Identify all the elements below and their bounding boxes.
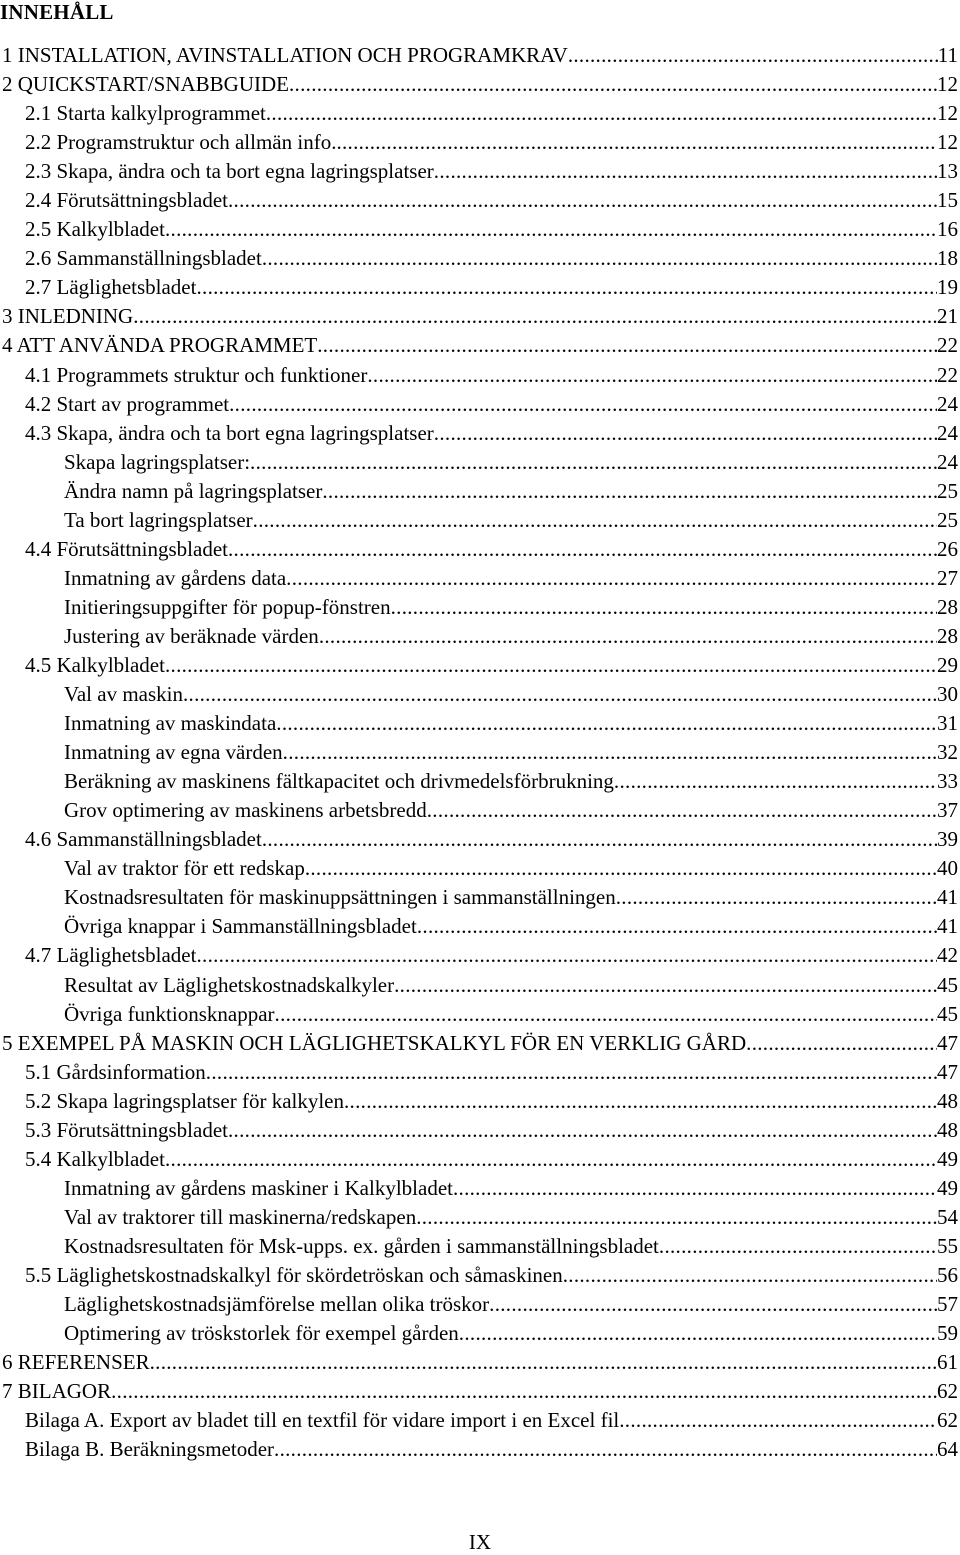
toc-dot-leader	[165, 1145, 937, 1174]
toc-dot-leader	[165, 215, 937, 244]
toc-entry-title: 5 EXEMPEL PÅ MASKIN OCH LÄGLIGHETSKALKYL FÖR EN VERKLIG GÅRD	[2, 1030, 747, 1055]
toc-entry[interactable]	[0, 971, 960, 1000]
toc-entry[interactable]	[0, 535, 960, 564]
toc-entry[interactable]	[0, 244, 960, 273]
toc-entry-title: Ändra namn på lagringsplatser	[64, 478, 323, 503]
toc-entry-page: 15	[937, 188, 958, 213]
toc-entry[interactable]	[0, 331, 960, 360]
toc-entry[interactable]	[0, 1377, 960, 1406]
toc-entry-page: 61	[937, 1350, 958, 1375]
toc-dot-leader	[196, 273, 937, 302]
toc-entry[interactable]	[0, 419, 960, 448]
toc-entry-page: 26	[937, 536, 958, 561]
toc-entry-title: Grov optimering av maskinens arbetsbredd	[64, 798, 427, 823]
toc-entry-page: 62	[937, 1379, 958, 1404]
toc-dot-leader	[276, 709, 937, 738]
toc-entry-page: 12	[937, 72, 958, 97]
toc-entry[interactable]	[0, 1290, 960, 1319]
toc-entry-page: 22	[937, 333, 958, 358]
toc-entry-page: 21	[937, 304, 958, 329]
toc-entry[interactable]	[0, 273, 960, 302]
toc-entry-title: 2.6 Sammanställningsbladet	[25, 246, 262, 271]
toc-entry-title: 2.2 Programstruktur och allmän info.	[25, 130, 337, 155]
toc-entry-page: 12	[937, 101, 958, 126]
toc-entry-page: 16	[937, 217, 958, 242]
toc-entry[interactable]	[0, 854, 960, 883]
toc-entry-page: 48	[937, 1088, 958, 1113]
toc-entry[interactable]	[0, 1087, 960, 1116]
toc-entry[interactable]	[0, 796, 960, 825]
toc-entry-page: 24	[937, 391, 958, 416]
toc-entry-page: 41	[937, 914, 958, 939]
toc-entry-title: 4.3 Skapa, ändra och ta bort egna lagringsplatser	[25, 420, 434, 445]
toc-dot-leader	[394, 971, 937, 1000]
toc-entry[interactable]	[0, 651, 960, 680]
toc-dot-leader	[489, 1290, 937, 1319]
toc-entry-title: Resultat av Läglighetskostnadskalkyler	[64, 972, 395, 997]
toc-entry-title: 3 INLEDNING	[2, 304, 134, 329]
toc-dot-leader	[434, 157, 937, 186]
toc-entry[interactable]	[0, 1319, 960, 1348]
toc-entry[interactable]	[0, 1029, 960, 1058]
toc-dot-leader	[319, 622, 937, 651]
toc-entry[interactable]	[0, 157, 960, 186]
toc-entry[interactable]	[0, 1406, 960, 1435]
toc-dot-leader	[453, 1174, 937, 1203]
toc-dot-leader	[619, 1406, 937, 1435]
toc-entry-title: 4.7 Läglighetsbladet	[25, 943, 197, 968]
toc-entry-title: 5.4 Kalkylbladet	[25, 1146, 165, 1171]
toc-entry-title: 4.6 Sammanställningsbladet	[25, 827, 262, 852]
toc-entry-title: Initieringsuppgifter för popup-fönstren	[64, 594, 391, 619]
toc-entry-page: 33	[937, 769, 958, 794]
toc-dot-leader	[266, 99, 937, 128]
toc-dot-leader	[262, 825, 937, 854]
toc-dot-leader	[274, 1435, 937, 1464]
toc-entry[interactable]	[0, 448, 960, 477]
toc-entry[interactable]	[0, 302, 960, 331]
toc-dot-leader	[275, 1000, 937, 1029]
toc-entry[interactable]	[0, 1145, 960, 1174]
toc-entry-title: Inmatning av gårdens maskiner i Kalkylbladet	[64, 1175, 453, 1200]
toc-dot-leader	[459, 1319, 937, 1348]
toc-entry-page: 22	[937, 362, 958, 387]
toc-entry-page: 12	[937, 130, 958, 155]
toc-entry-page: 32	[937, 740, 958, 765]
toc-entry-title: Kostnadsresultaten för maskinuppsättningen i sammanställningen	[64, 885, 616, 910]
toc-entry-title: Justering av beräknade värden	[64, 623, 319, 648]
toc-entry[interactable]	[0, 941, 960, 970]
toc-entry-page: 45	[937, 1001, 958, 1026]
toc-dot-leader	[305, 854, 937, 883]
toc-entry-page: 40	[937, 856, 958, 881]
toc-entry-page: 13	[937, 159, 958, 184]
toc-entry[interactable]	[0, 622, 960, 651]
toc-entry-title: 4.4 Förutsättningsbladet	[25, 536, 228, 561]
toc-entry-page: 42	[937, 943, 958, 968]
toc-entry-page: 24	[937, 449, 958, 474]
toc-dot-leader	[228, 186, 937, 215]
toc-entry-title: Inmatning av maskindata	[64, 711, 277, 736]
toc-dot-leader	[289, 70, 937, 99]
toc-entry-title: Inmatning av egna värden	[64, 740, 283, 765]
toc-entry-title: 4.2 Start av programmet	[25, 391, 230, 416]
toc-entry-title: 2.7 Läglighetsbladet	[25, 275, 197, 300]
toc-entry[interactable]	[0, 477, 960, 506]
toc-entry-page: 30	[937, 682, 958, 707]
toc-entry-page: 29	[937, 652, 958, 677]
toc-entry-title: Bilaga B. Beräkningsmetoder	[25, 1437, 275, 1462]
page-title: INNEHÅLL	[0, 0, 114, 24]
toc-entry-page: 27	[937, 565, 958, 590]
toc-entry-title: 2 QUICKSTART/SNABBGUIDE	[2, 72, 289, 97]
toc-entry[interactable]	[0, 1058, 960, 1087]
toc-entry[interactable]	[0, 1174, 960, 1203]
toc-entry-title: Beräkning av maskinens fältkapacitet och drivmedelsförbrukning	[64, 769, 614, 794]
toc-entry[interactable]	[0, 41, 960, 70]
toc-entry[interactable]	[0, 912, 960, 941]
toc-dot-leader	[568, 41, 938, 70]
toc-dot-leader	[616, 883, 937, 912]
toc-entry-page: 64	[937, 1437, 958, 1462]
toc-entry-title: Läglighetskostnadsjämförelse mellan olika tröskor	[64, 1292, 490, 1317]
toc-entry[interactable]	[0, 506, 960, 535]
toc-entry-title: 5.3 Förutsättningsbladet	[25, 1117, 228, 1142]
toc-entry-page: 56	[937, 1262, 958, 1287]
toc-dot-leader	[659, 1232, 937, 1261]
toc-entry[interactable]	[0, 361, 960, 390]
toc-entry-title: 7 BILAGOR	[2, 1379, 112, 1404]
toc-dot-leader	[111, 1377, 937, 1406]
toc-dot-leader	[746, 1029, 937, 1058]
toc-entry-title: 5.1 Gårdsinformation	[25, 1059, 206, 1084]
toc-dot-leader	[416, 1203, 937, 1232]
page-number: IX	[468, 1530, 492, 1554]
toc-entry-title: Optimering av tröskstorlek för exempel gården	[64, 1321, 459, 1346]
toc-entry[interactable]	[0, 390, 960, 419]
toc-entry-title: 5.5 Läglighetskostnadskalkyl för skördetröskan och såmaskinen	[25, 1262, 563, 1287]
toc-entry-title: 1 INSTALLATION, AVINSTALLATION OCH PROGRAMKRAV	[2, 43, 568, 67]
toc-entry-title: 5.2 Skapa lagringsplatser för kalkylen	[25, 1088, 344, 1113]
toc-entry-title: 4 ATT ANVÄNDA PROGRAMMET	[2, 333, 318, 358]
toc-entry-page: 28	[937, 594, 958, 619]
toc-entry[interactable]	[0, 70, 960, 99]
toc-entry-page: 55	[937, 1233, 958, 1258]
toc-entry[interactable]	[0, 680, 960, 709]
toc-dot-leader	[250, 448, 937, 477]
toc-entry-page: 28	[937, 623, 958, 648]
toc-entry[interactable]	[0, 738, 960, 767]
table-of-contents	[0, 41, 960, 1464]
toc-entry-page: 48	[937, 1117, 958, 1142]
toc-entry[interactable]	[0, 128, 960, 157]
toc-entry-title: 2.1 Starta kalkylprogrammet	[25, 101, 266, 126]
toc-dot-leader	[283, 738, 937, 767]
toc-dot-leader	[183, 680, 937, 709]
toc-entry-page: 49	[937, 1175, 958, 1200]
toc-entry[interactable]	[0, 564, 960, 593]
toc-dot-leader	[229, 390, 937, 419]
toc-entry-page: 59	[937, 1321, 958, 1346]
toc-entry-title: 6 REFERENSER	[2, 1350, 150, 1375]
toc-entry[interactable]	[0, 1348, 960, 1377]
toc-entry[interactable]	[0, 99, 960, 128]
toc-dot-leader	[563, 1261, 937, 1290]
toc-dot-leader	[196, 941, 937, 970]
toc-entry-title: Bilaga A. Export av bladet till en textfil för vidare import i en Excel fil	[25, 1408, 620, 1433]
toc-entry[interactable]	[0, 1203, 960, 1232]
toc-entry-title: Skapa lagringsplatser:	[64, 449, 251, 474]
toc-entry-title: Inmatning av gårdens data	[64, 565, 287, 590]
toc-entry-page: 25	[937, 507, 958, 532]
toc-dot-leader	[614, 767, 937, 796]
toc-dot-leader	[317, 331, 937, 360]
toc-entry[interactable]	[0, 215, 960, 244]
toc-entry-page: 47	[937, 1030, 958, 1055]
toc-dot-leader	[133, 302, 937, 331]
toc-dot-leader	[336, 128, 937, 157]
toc-entry[interactable]	[0, 593, 960, 622]
toc-dot-leader	[262, 244, 937, 273]
toc-dot-leader	[391, 593, 937, 622]
toc-entry-page: 57	[937, 1292, 958, 1317]
toc-dot-leader	[206, 1058, 937, 1087]
toc-entry-title: 4.1 Programmets struktur och funktioner	[25, 362, 368, 387]
toc-entry-page: 54	[937, 1204, 958, 1229]
toc-dot-leader	[253, 506, 937, 535]
toc-entry-page: 18	[937, 246, 958, 271]
toc-entry-title: Övriga funktionsknappar	[64, 1001, 275, 1026]
toc-entry[interactable]	[0, 1261, 960, 1290]
toc-entry-page: 25	[937, 478, 958, 503]
toc-entry-title: Val av traktorer till maskinerna/redskapen	[64, 1204, 417, 1229]
toc-dot-leader	[344, 1087, 937, 1116]
toc-entry[interactable]	[0, 1116, 960, 1145]
toc-entry[interactable]	[0, 1435, 960, 1464]
toc-entry-title: 4.5 Kalkylbladet	[25, 652, 165, 677]
toc-dot-leader	[286, 564, 937, 593]
toc-entry-page: 45	[937, 972, 958, 997]
toc-entry-title: 2.4 Förutsättningsbladet	[25, 188, 228, 213]
toc-entry-page: 37	[937, 798, 958, 823]
toc-entry[interactable]	[0, 186, 960, 215]
toc-dot-leader	[367, 361, 937, 390]
toc-entry-title: Val av maskin	[64, 682, 183, 707]
toc-entry-title: Val av traktor för ett redskap	[64, 856, 305, 881]
toc-entry[interactable]	[0, 1000, 960, 1029]
toc-dot-leader	[427, 796, 937, 825]
toc-entry-page: 49	[937, 1146, 958, 1171]
toc-dot-leader	[228, 1116, 937, 1145]
toc-dot-leader	[434, 419, 937, 448]
toc-entry-title: Kostnadsresultaten för Msk-upps. ex. gården i sammanställningsbladet	[64, 1233, 659, 1258]
toc-dot-leader	[165, 651, 937, 680]
toc-dot-leader	[322, 477, 937, 506]
toc-dot-leader	[150, 1348, 937, 1377]
toc-entry[interactable]	[0, 767, 960, 796]
toc-dot-leader	[228, 535, 937, 564]
toc-dot-leader	[417, 912, 937, 941]
toc-entry[interactable]	[0, 709, 960, 738]
toc-entry-page: 19	[937, 275, 958, 300]
toc-entry-title: 2.5 Kalkylbladet	[25, 217, 165, 242]
toc-entry-title: Ta bort lagringsplatser	[64, 507, 253, 532]
toc-entry-page: 39	[937, 827, 958, 852]
toc-entry[interactable]	[0, 1232, 960, 1261]
toc-entry-page: 62	[937, 1408, 958, 1433]
toc-entry-title: Övriga knappar i Sammanställningsbladet	[64, 914, 417, 939]
toc-entry-page: 41	[937, 885, 958, 910]
toc-entry-title: 2.3 Skapa, ändra och ta bort egna lagringsplatser	[25, 159, 434, 184]
toc-entry-page: 47	[937, 1059, 958, 1084]
toc-entry[interactable]	[0, 825, 960, 854]
toc-entry-page: 11	[937, 43, 958, 67]
toc-entry-page: 24	[937, 420, 958, 445]
toc-entry[interactable]	[0, 883, 960, 912]
toc-entry-page: 31	[937, 711, 958, 736]
